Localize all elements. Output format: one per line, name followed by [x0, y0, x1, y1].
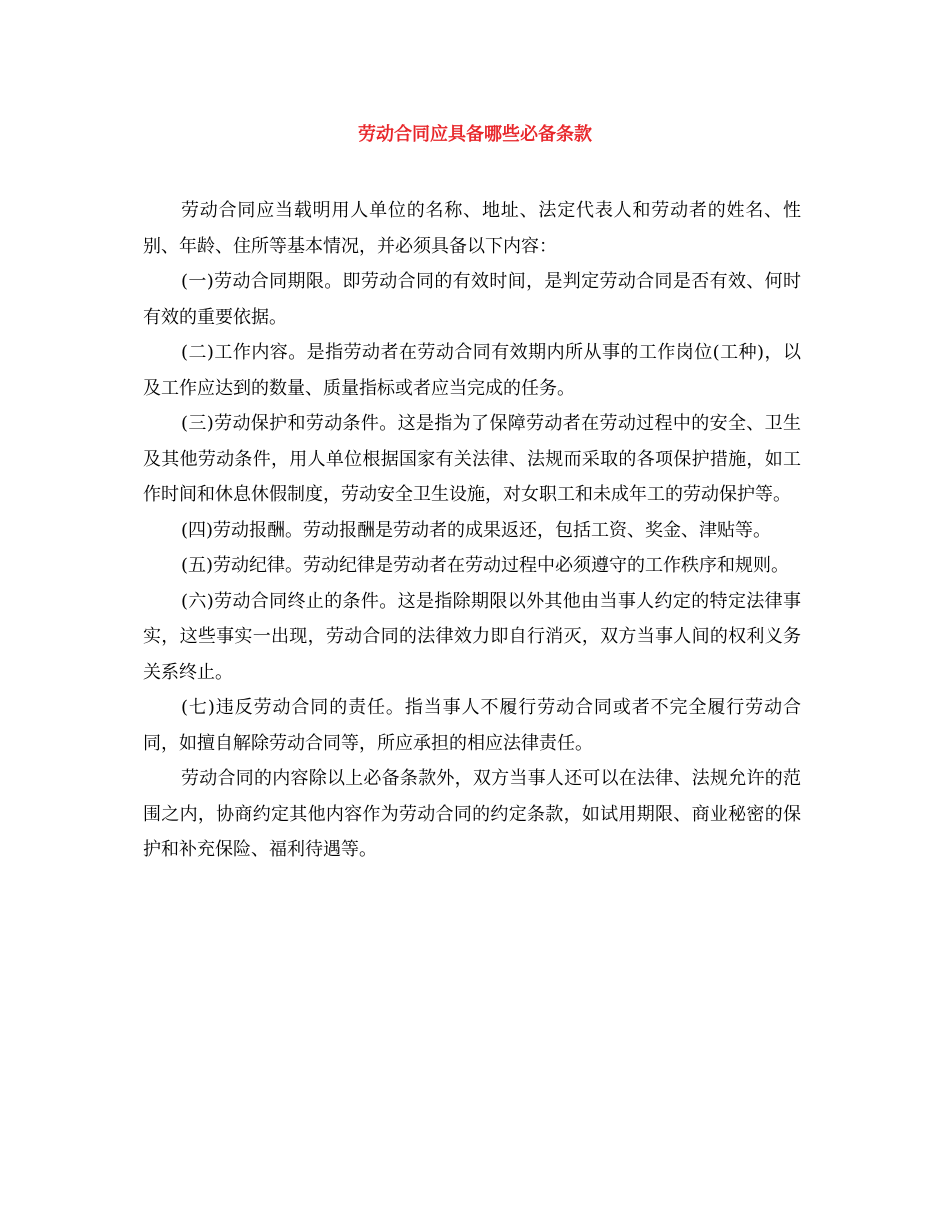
paragraph-item-4: (四)劳动报酬。劳动报酬是劳动者的成果返还，包括工资、奖金、津贴等。 [181, 519, 772, 541]
paragraph-conclusion: 劳动合同的内容除以上必备条款外，双方当事人还可以在法律、法规允许的范围之内，协商约定其他内容作为劳动合同的约定条款，如试用期限、商业秘密的保护和补充保险、福利待遇等。 [143, 768, 801, 860]
paragraph-item-1: (一)劳动合同期限。即劳动合同的有效时间，是判定劳动合同是否有效、何时有效的重要依据。 [143, 271, 801, 328]
paragraph-item-6: (六)劳动合同终止的条件。这是指除期限以外其他由当事人约定的特定法律事实，这些事实一出现，劳动合同的法律效力即自行消灭，双方当事人间的权利义务关系终止。 [143, 590, 801, 683]
paragraph-intro: 劳动合同应当载明用人单位的名称、地址、法定代表人和劳动者的姓名、性别、年龄、住所等基本情况，并必须具备以下内容： [143, 200, 801, 257]
document-body [143, 193, 801, 868]
paragraph-item-5: (五)劳动纪律。劳动纪律是劳动者在劳动过程中必须遵守的工作秩序和规则。 [181, 555, 790, 576]
paragraph-item-3: (三)劳动保护和劳动条件。这是指为了保障劳动者在劳动过程中的安全、卫生及其他劳动条件，用人单位根据国家有关法律、法规而采取的各项保护措施，如工作时间和休息休假制度，劳动安全卫生设施，对女职工和未成年工的劳动保护等。 [143, 413, 801, 505]
paragraph-item-7: (七)违反劳动合同的责任。指当事人不履行劳动合同或者不完全履行劳动合同，如擅自解除劳动合同等，所应承担的相应法律责任。 [143, 697, 801, 754]
paragraph-item-2: (二)工作内容。是指劳动者在劳动合同有效期内所从事的工作岗位(工种)，以及工作应达到的数量、质量指标或者应当完成的任务。 [143, 342, 801, 399]
document-title: 劳动合同应具备哪些必备条款 [358, 124, 592, 145]
